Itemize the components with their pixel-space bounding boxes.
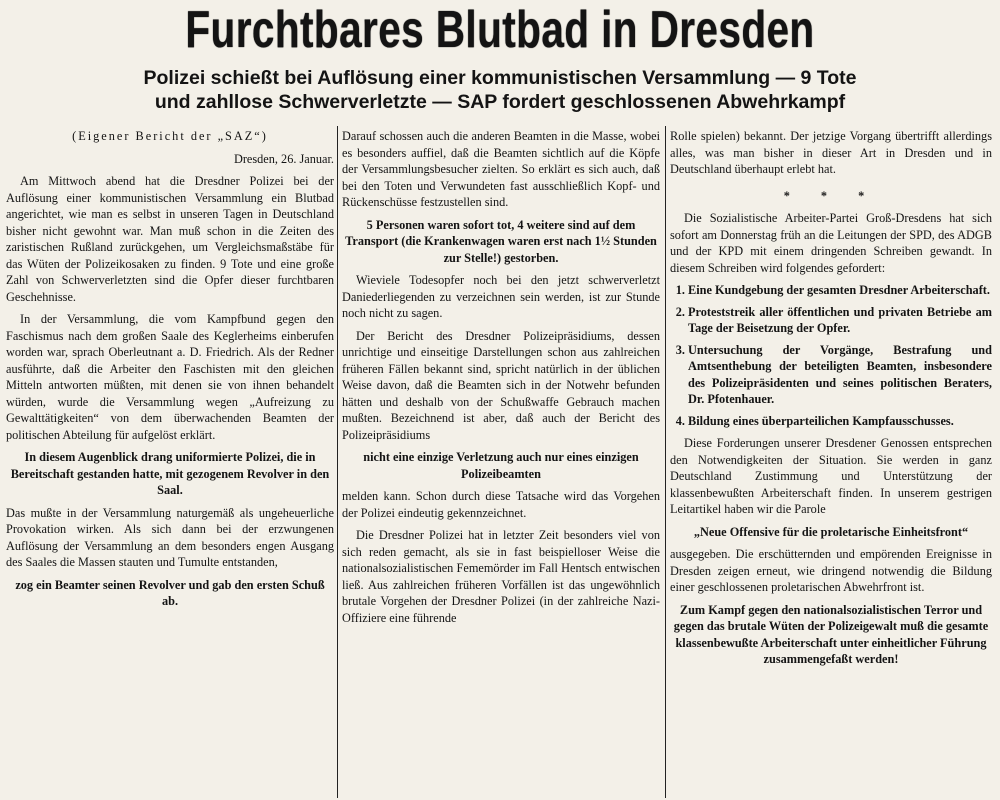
headline: Furchtbares Blutbad in Dresden bbox=[185, 1, 815, 59]
highlight-paragraph: 5 Personen waren sofort tot, 4 weitere sind auf dem Transport (die Krankenwagen waren erst nach 1½ Stunden zur Stelle!) gestorben. bbox=[345, 217, 657, 265]
paragraph: Das mußte in der Versammlung naturgemäß als ungeheuerliche Provokation wirken. Als sich dann bei der erzwungenen Auflösung der Versammlung an dem besonders engen Ausgang des Saales die Massen stauten und Tumulte entstanden, bbox=[6, 505, 334, 569]
article-column-2 bbox=[342, 128, 660, 798]
paragraph: In der Versammlung, die vom Kampfbund gegen den Faschismus nach dem großen Saale des Keglerheims einberufen worden war, sprach Oberleutnant a. D. Friedrich. Als der Redner ausführte, daß die Arbeiter den Faschisten mit den gleichen Mitteln antworten müßten, mit denen sie von ihnen behandelt würden, wurde die Versammlung wegen „Aufreizung zu Gewalttätigkeiten“ von dem überwachenden Beamten der politischen Abteilung für aufgelöst erklärt. bbox=[6, 312, 334, 442]
highlight-paragraph: zog ein Beamter seinen Revolver und gab den ersten Schuß ab. bbox=[15, 577, 325, 608]
column-rule-1 bbox=[337, 126, 338, 798]
section-divider: * * * bbox=[783, 188, 879, 203]
slogan: „Neue Offensive für die proletarische Einheitsfront“ bbox=[693, 524, 969, 539]
list-item: 1. Eine Kundgebung der gesamten Dresdner Arbeiterschaft. bbox=[688, 282, 992, 299]
paragraph: melden kann. Schon durch diese Tatsache wird das Vorgehen der Polizei eindeutig gekennzeichnet. bbox=[342, 489, 660, 520]
article-column-1 bbox=[6, 128, 334, 798]
list-item: 3. Untersuchung der Vorgänge, Bestrafung und Amtsenthebung der beteiligten Beamten, insbesondere des Polizeipräsidenten und seines politischen Beraters, Dr. Pfotenhauer. bbox=[688, 342, 992, 408]
paragraph: Darauf schossen auch die anderen Beamten in die Masse, wobei es besonders auffiel, daß die Beamten sichtlich auf die Köpfe der Versammlungsbesucher zielten. So erklärt es sich auch, daß bei den Toten und Verwundeten fast ausschließlich Kopf- und Rückenschüsse festzustellen sind. bbox=[342, 129, 660, 209]
article-column-3 bbox=[670, 128, 992, 798]
highlight-paragraph: In diesem Augenblick drang uniformierte Polizei, die in Bereitschaft gestanden hatte, mit gezogenem Revolver in den Saal. bbox=[10, 450, 330, 497]
subhead-line-2: und zahllose Schwerverletzte — SAP fordert geschlossenen Abwehrkampf bbox=[154, 91, 846, 113]
subheadline bbox=[0, 66, 1000, 114]
highlight-paragraph: nicht eine einzige Verletzung auch nur eines einzigen Polizeibeamten bbox=[363, 450, 639, 481]
closing-appeal: Zum Kampf gegen den nationalsozialistischen Terror und gegen das brutale Wüten der Polizeigewalt muß die gesamte klassenbewußte Arbeiterschaft unter einheitlicher Führung zusammengefaßt werden! bbox=[673, 602, 989, 666]
paragraph: Am Mittwoch abend hat die Dresdner Polizei bei der Auflösung einer kommunistischen Versammlung ein Blutbad angerichtet, wie man es selbst in unseren Tagen in Deutschland bisher nicht gewohnt war. Man muß schon in die Zeiten des zaristischen Rußland zurückgehen, um Vergleichsmaßstäbe für das Wüten der Polizeikosaken zu finden. 9 Tote und eine große Zahl von Schwerverletzten sind die Opfer dieser furchtbaren Geschehnisse. bbox=[6, 174, 334, 304]
demands-list bbox=[670, 282, 992, 429]
paragraph: Die Sozialistische Arbeiter-Partei Groß-Dresdens hat sich sofort am Donnerstag früh an die Leitungen der SPD, des ADGB und der KPD mit einem dringenden Schreiben gewandt. In diesem Schreiben wird folgendes gefordert: bbox=[670, 211, 992, 275]
paragraph: Diese Forderungen unserer Dresdener Genossen entsprechen den Notwendigkeiten der Situation. Sie werden in ganz Deutschland Zustimmung und Unterstützung der klassenbewußten Arbeiterschaft finden. In unserem gestrigen Leitartikel haben wir die Parole bbox=[670, 436, 992, 516]
dateline: Dresden, 26. Januar. bbox=[233, 151, 334, 166]
paragraph: Wieviele Todesopfer noch bei den jetzt schwerverletzt Daniederliegenden zu verzeichnen sein werden, ist zur Stunde noch nicht zu sagen. bbox=[342, 273, 660, 320]
paragraph: Der Bericht des Dresdner Polizeipräsidiums, dessen unrichtige und einseitige Darstellungen schon aus zahlreichen früheren Fällen bekannt sind, spricht natürlich in der üblichen Weise davon, daß die Beamten sich in der Notwehr befunden hätten und deshalb von der Schußwaffe Gebrauch machen mußten. Bezeichnend ist aber, daß auch der Bericht des Polizeipräsidiums bbox=[342, 328, 660, 442]
list-item: 2. Proteststreik aller öffentlichen und privaten Betriebe am Tage der Beisetzung der Opfer. bbox=[688, 304, 992, 337]
paragraph: Die Dresdner Polizei hat in letzter Zeit besonders viel von sich reden gemacht, als sie in fast beispielloser Weise die nationalsozialistischen Fememörder im Fall Hentsch entwischen ließ. Aus zahlreichen früheren Vorfällen ist das ungewöhnlich brutale Vorgehen der Dresdner Polizei (in der zahlreiche Nazi-Offiziere eine führende bbox=[342, 528, 660, 625]
source-line: (Eigener Bericht der „SAZ“) bbox=[72, 129, 268, 143]
column-rule-2 bbox=[665, 126, 666, 798]
list-item: 4. Bildung eines überparteilichen Kampfausschusses. bbox=[688, 413, 992, 430]
paragraph: Rolle spielen) bekannt. Der jetzige Vorgang übertrifft allerdings alles, was man bisher in dieser Art in Dresden und in Deutschland überhaupt erlebt hat. bbox=[670, 129, 992, 176]
subhead-line-1: Polizei schießt bei Auflösung einer kommunistischen Versammlung — 9 Tote bbox=[143, 67, 857, 89]
paragraph: ausgegeben. Die erschütternden und empörenden Ereignisse in Dresden zeigen erneut, wie dringend notwendig die Bildung einer geschlossenen proletarischen Abwehrfront ist. bbox=[670, 547, 992, 594]
